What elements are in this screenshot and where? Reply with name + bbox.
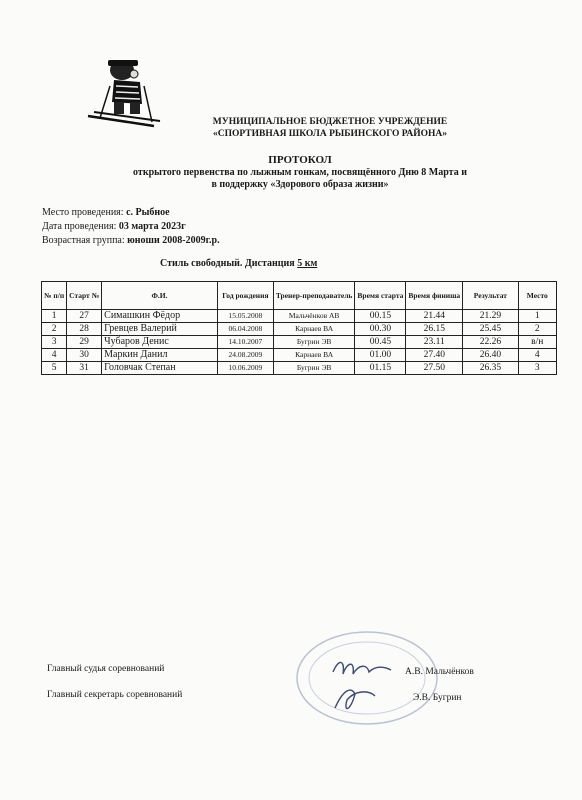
org-line-2: «СПОРТИВНАЯ ШКОЛА РЫБИНСКОГО РАЙОНА» [212,129,448,139]
col-header-start-time: Время старта [355,282,406,310]
cell-number: 5 [42,362,67,375]
cell-number: 1 [42,310,67,323]
cell-name: Головчак Степан [102,362,218,375]
cell-finish-time: 27.40 [406,349,463,362]
cell-finish-time: 23.11 [406,336,463,349]
cell-coach: Бугрин ЭВ [273,336,355,349]
age-row [42,234,220,248]
cell-place: 2 [518,323,556,336]
cell-start: 28 [67,323,102,336]
table-row [42,323,557,336]
header-row [42,282,557,310]
cell-place: 3 [518,362,556,375]
date-row [42,220,220,234]
results-table [41,281,557,375]
cell-coach: Бугрин ЭВ [273,362,355,375]
col-header-start: Старт № [67,282,102,310]
cell-birth: 14.10.2007 [217,336,273,349]
cell-start-time: 01.00 [355,349,406,362]
cell-result: 25.45 [463,323,518,336]
cell-birth: 15.05.2008 [217,310,273,323]
col-header-birth: Год рождения [217,282,273,310]
cell-result: 26.35 [463,362,518,375]
date-label: Дата проведения: [42,221,117,232]
age-value: юноши 2008-2009г.р. [127,235,220,246]
event-info [42,206,220,248]
org-line-1: МУНИЦИПАЛЬНОЕ БЮДЖЕТНОЕ УЧРЕЖДЕНИЕ [212,117,448,127]
cell-result: 22.26 [463,336,518,349]
cell-place: 4 [518,349,556,362]
date-value: 03 марта 2023г [118,221,186,232]
protocol-subtitle-1: открытого первенства по лыжным гонкам, посвящённого Дню 8 Марта и [133,166,467,178]
cell-start-time: 01.15 [355,362,406,375]
cell-start: 27 [67,310,102,323]
cell-finish-time: 26.15 [406,323,463,336]
organization-header [140,116,520,140]
cell-name: Симашкин Фёдор [102,310,218,323]
table-row [42,362,557,375]
cell-number: 4 [42,349,67,362]
cell-place: 1 [518,310,556,323]
chief-secretary-name: Э.В. Бугрин [413,693,462,703]
cell-finish-time: 27.50 [406,362,463,375]
cell-coach: Мальчёнков АВ [273,310,355,323]
cell-result: 26.40 [463,349,518,362]
protocol-title: ПРОТОКОЛ [268,154,332,166]
col-header-result: Результат [463,282,518,310]
place-value: с. Рыбное [126,207,170,218]
col-header-name: Ф.И. [102,282,218,310]
col-header-coach: Тренер-преподаватель [273,282,355,310]
cell-number: 3 [42,336,67,349]
protocol-subtitle-2: в поддержку «Здорового образа жизни» [211,179,389,190]
cell-start: 30 [67,349,102,362]
cell-name: Гревцев Валерий [102,323,218,336]
table-row [42,310,557,323]
style-text: Стиль свободный. Дистанция [160,258,295,269]
place-label: Место проведения: [42,207,124,218]
table-row [42,349,557,362]
cell-birth: 06.04.2008 [217,323,273,336]
cell-start-time: 00.15 [355,310,406,323]
age-label: Возрастная группа: [42,235,125,246]
cell-name: Маркин Данил [102,349,218,362]
cell-number: 2 [42,323,67,336]
cell-birth: 10.06.2009 [217,362,273,375]
cell-start: 31 [67,362,102,375]
cell-place: в/н [518,336,556,349]
col-header-place: Место [518,282,556,310]
handwritten-signature-icon [325,650,415,720]
cell-start-time: 00.45 [355,336,406,349]
cell-coach: Карнаев ВА [273,349,355,362]
col-header-finish-time: Время финиша [406,282,463,310]
chief-secretary-label: Главный секретарь соревнований [47,690,183,700]
chief-judge-label: Главный судья соревнований [47,664,165,674]
cell-coach: Карнаев ВА [273,323,355,336]
chief-judge-name: А.В. Мальчёнков [405,667,474,677]
cell-result: 21.29 [463,310,518,323]
protocol-title-block [60,154,540,192]
race-style [160,258,317,269]
col-header-number: № п/п [42,282,67,310]
table-row [42,336,557,349]
cell-start: 29 [67,336,102,349]
cell-birth: 24.08.2009 [217,349,273,362]
place-row [42,206,220,220]
distance-value: 5 км [297,258,318,269]
cell-start-time: 00.30 [355,323,406,336]
cell-finish-time: 21.44 [406,310,463,323]
cell-name: Чубаров Денис [102,336,218,349]
